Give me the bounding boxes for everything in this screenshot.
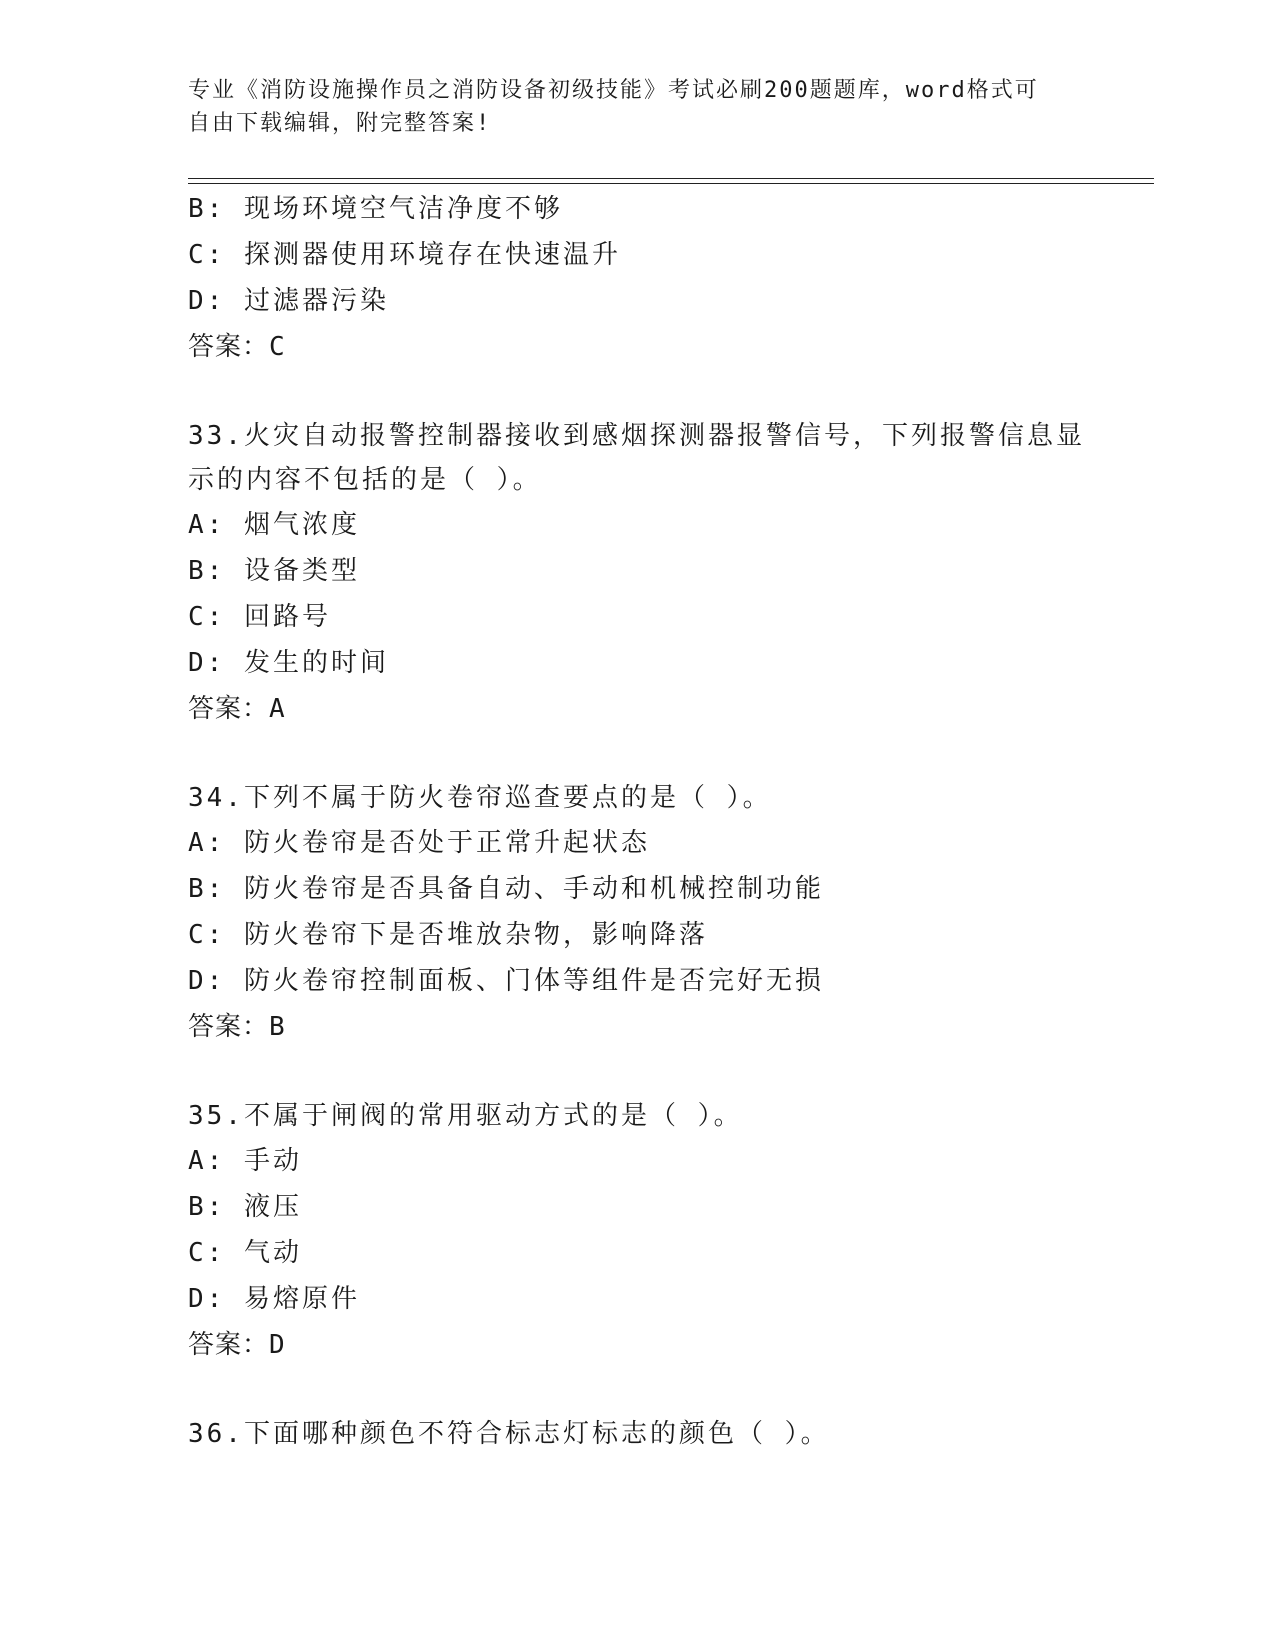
option-c: C: 气动 <box>188 1238 302 1268</box>
question-stem-line-1: 35.不属于闸阀的常用驱动方式的是（ ）。 <box>188 1101 743 1131</box>
question-33 <box>188 414 1148 732</box>
answer: 答案：A <box>188 694 286 724</box>
option-b: B: 现场环境空气洁净度不够 <box>188 194 563 224</box>
option-b: B: 液压 <box>188 1192 302 1222</box>
question-stem-line-1: 36.下面哪种颜色不符合标志灯标志的颜色（ ）。 <box>188 1419 830 1449</box>
answer: 答案：D <box>188 1330 286 1360</box>
option-d: D: 发生的时间 <box>188 648 389 678</box>
question-36 <box>188 1412 1148 1456</box>
header-line-1: 专业《消防设施操作员之消防设备初级技能》考试必刷200题题库，word格式可 <box>188 78 1039 103</box>
question-stem-line-1: 34.下列不属于防火卷帘巡查要点的是（ ）。 <box>188 783 772 813</box>
option-d: D: 防火卷帘控制面板、门体等组件是否完好无损 <box>188 966 824 996</box>
option-d: D: 易熔原件 <box>188 1284 360 1314</box>
question-35 <box>188 1094 1148 1368</box>
option-b: B: 设备类型 <box>188 556 360 586</box>
spacer <box>188 370 1148 414</box>
answer: 答案：C <box>188 332 286 362</box>
answer: 答案：B <box>188 1012 286 1042</box>
question-stem-line-2: 示的内容不包括的是（ ）。 <box>188 465 542 495</box>
question-34 <box>188 776 1148 1050</box>
question-list <box>188 186 1148 1456</box>
option-d: D: 过滤器污染 <box>188 286 389 316</box>
spacer <box>188 1368 1148 1412</box>
option-a: A: 烟气浓度 <box>188 510 360 540</box>
question-32-continued <box>188 186 1148 370</box>
header-line-2: 自由下载编辑，附完整答案! <box>188 111 492 136</box>
header-divider-bottom <box>188 183 1154 184</box>
spacer <box>188 1050 1148 1094</box>
question-stem-line-1: 33.火灾自动报警控制器接收到感烟探测器报警信号，下列报警信息显 <box>188 421 1085 451</box>
option-a: A: 防火卷帘是否处于正常升起状态 <box>188 828 650 858</box>
option-c: C: 回路号 <box>188 602 331 632</box>
spacer <box>188 732 1148 776</box>
header-divider-top <box>188 178 1154 179</box>
option-b: B: 防火卷帘是否具备自动、手动和机械控制功能 <box>188 874 824 904</box>
option-c: C: 探测器使用环境存在快速温升 <box>188 240 621 270</box>
option-a: A: 手动 <box>188 1146 302 1176</box>
option-c: C: 防火卷帘下是否堆放杂物，影响降落 <box>188 920 708 950</box>
document-header <box>188 74 1068 140</box>
